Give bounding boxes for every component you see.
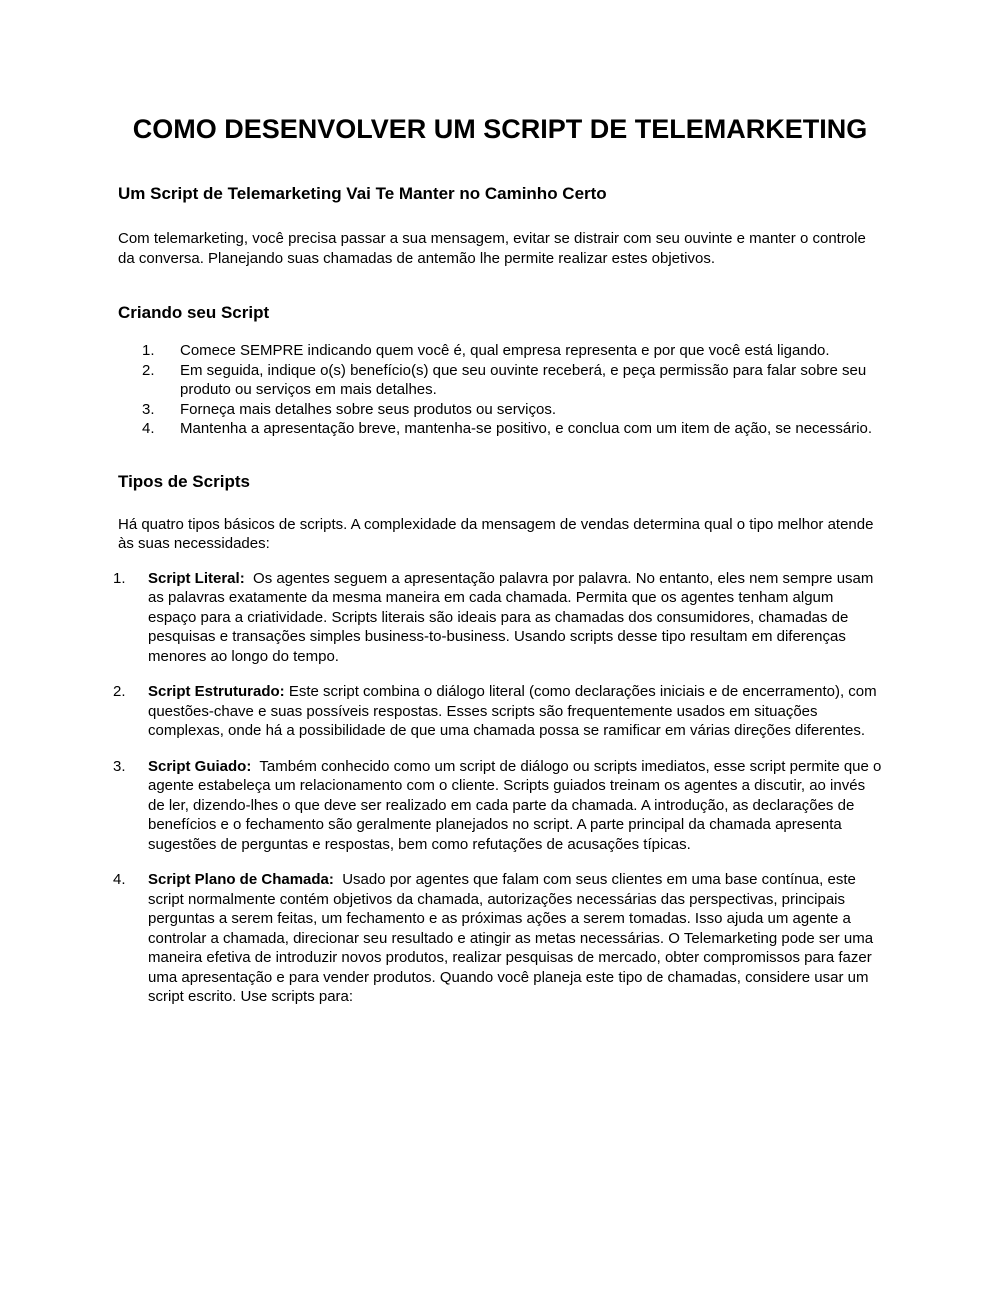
- item-number: 4.: [142, 420, 155, 437]
- item-text: Forneça mais detalhes sobre seus produtos ou serviços.: [180, 400, 557, 418]
- list-item: [113, 757, 886, 855]
- document-body: [113, 0, 886, 1007]
- script-types-heading: Tipos de Scripts: [118, 471, 250, 491]
- item-number: 1.: [113, 569, 126, 587]
- item-number: 2.: [142, 361, 155, 379]
- item-text: [148, 569, 882, 667]
- item-text: Mantenha a apresentação breve, mantenha-se positivo, e conclua com um item de ação, se necessário.: [180, 420, 873, 437]
- script-types-paragraph: Há quatro tipos básicos de scripts. A complexidade da mensagem de vendas determina qual o tipo melhor atende às suas necessidades:: [118, 515, 874, 552]
- item-number: 3.: [113, 757, 126, 775]
- script-types-list: [113, 569, 886, 1007]
- item-number: 3.: [142, 400, 155, 418]
- list-item: [142, 400, 882, 420]
- item-number: 4.: [113, 871, 126, 888]
- page-title: COMO DESENVOLVER UM SCRIPT DE TELEMARKETING: [132, 114, 868, 144]
- item-text: Comece SEMPRE indicando quem você é, qual empresa representa e por que você está ligando.: [180, 342, 830, 359]
- intro-paragraph: Com telemarketing, você precisa passar a sua mensagem, evitar se distrair com seu ouvinte e manter o controle da conversa. Planejando suas chamadas de antemão lhe permite realizar estes objetivos.: [118, 230, 866, 267]
- item-text: Em seguida, indique o(s) benefício(s) que seu ouvinte receberá, e peça permissão para falar sobre seu produto ou serviços em mais detalhes.: [180, 361, 871, 398]
- list-item: [113, 682, 882, 741]
- item-label: Script Estruturado:: [148, 683, 285, 700]
- creating-script-list: [118, 341, 882, 439]
- item-text: [148, 757, 886, 855]
- item-text: [148, 870, 882, 1007]
- list-item: [142, 341, 882, 361]
- list-item: [142, 419, 882, 439]
- item-body-text: Usado por agentes que falam com seus clientes em uma base contínua, este script normalmente contém objetivos da chamada, autorizações necessárias das perspectivas, principais perguntas a serem feitas, um fechamento e as próximas ações a serem tomadas. Isso ajuda um agente a controlar a chamada, direcionar seu resultado e atingir as metas necessárias. O Telemarketing pode ser uma maneira efetiva de introduzir novos produtos, realizar pesquisas de mercado, obter compromissos para fazer uma apresentação e para vender produtos. Quando você planeja este tipo de chamadas, considere usar um script escrito. Use scripts para:: [148, 871, 878, 1005]
- item-label: Script Guiado:: [148, 757, 252, 775]
- intro-heading: Um Script de Telemarketing Vai Te Manter no Caminho Certo: [118, 184, 607, 203]
- item-body-text: Este script combina o diálogo literal (como declarações iniciais e de encerramento), com questões-chave e suas possíveis respostas. Esses scripts são frequentemente usados em situações complexas, onde há a possibilidade de que uma chamada possa se ramificar em várias direções diferentes.: [148, 683, 881, 739]
- item-body-text: Os agentes seguem a apresentação palavra por palavra. No entanto, eles nem sempre usam as palavras exatamente da mesma maneira em cada chamada. Permita que os agentes tenham algum espaço para a criatividade. Scripts literais são ideais para as chamadas dos consumidores, chamadas de pesquisas e transações simples business-to-business. Usando scripts desse tipo resultam em diferenças menores ao longo do tempo.: [148, 569, 878, 665]
- item-number: 1.: [142, 342, 155, 359]
- list-item: [113, 569, 882, 667]
- list-item: [142, 361, 882, 400]
- list-item: [113, 870, 882, 1007]
- item-label: Script Literal:: [148, 569, 245, 587]
- creating-script-heading: Criando seu Script: [118, 303, 270, 322]
- item-label: Script Plano de Chamada:: [148, 871, 334, 888]
- item-body-text: Também conhecido como um script de diálogo ou scripts imediatos, esse script permite que o agente estabeleça um relacionamento com o cliente. Scripts guiados treinam os agentes a discutir, ao invés de ler, dizendo-lhes o que deve ser realizado em cada parte da chamada. A introdução, as declarações de benefícios e o fechamento são geralmente planejados no script. A parte principal da chamada apresenta sugestões de perguntas e respostas, bem como refutações de acusações típicas.: [148, 757, 886, 853]
- item-number: 2.: [113, 683, 126, 700]
- item-text: [148, 682, 882, 741]
